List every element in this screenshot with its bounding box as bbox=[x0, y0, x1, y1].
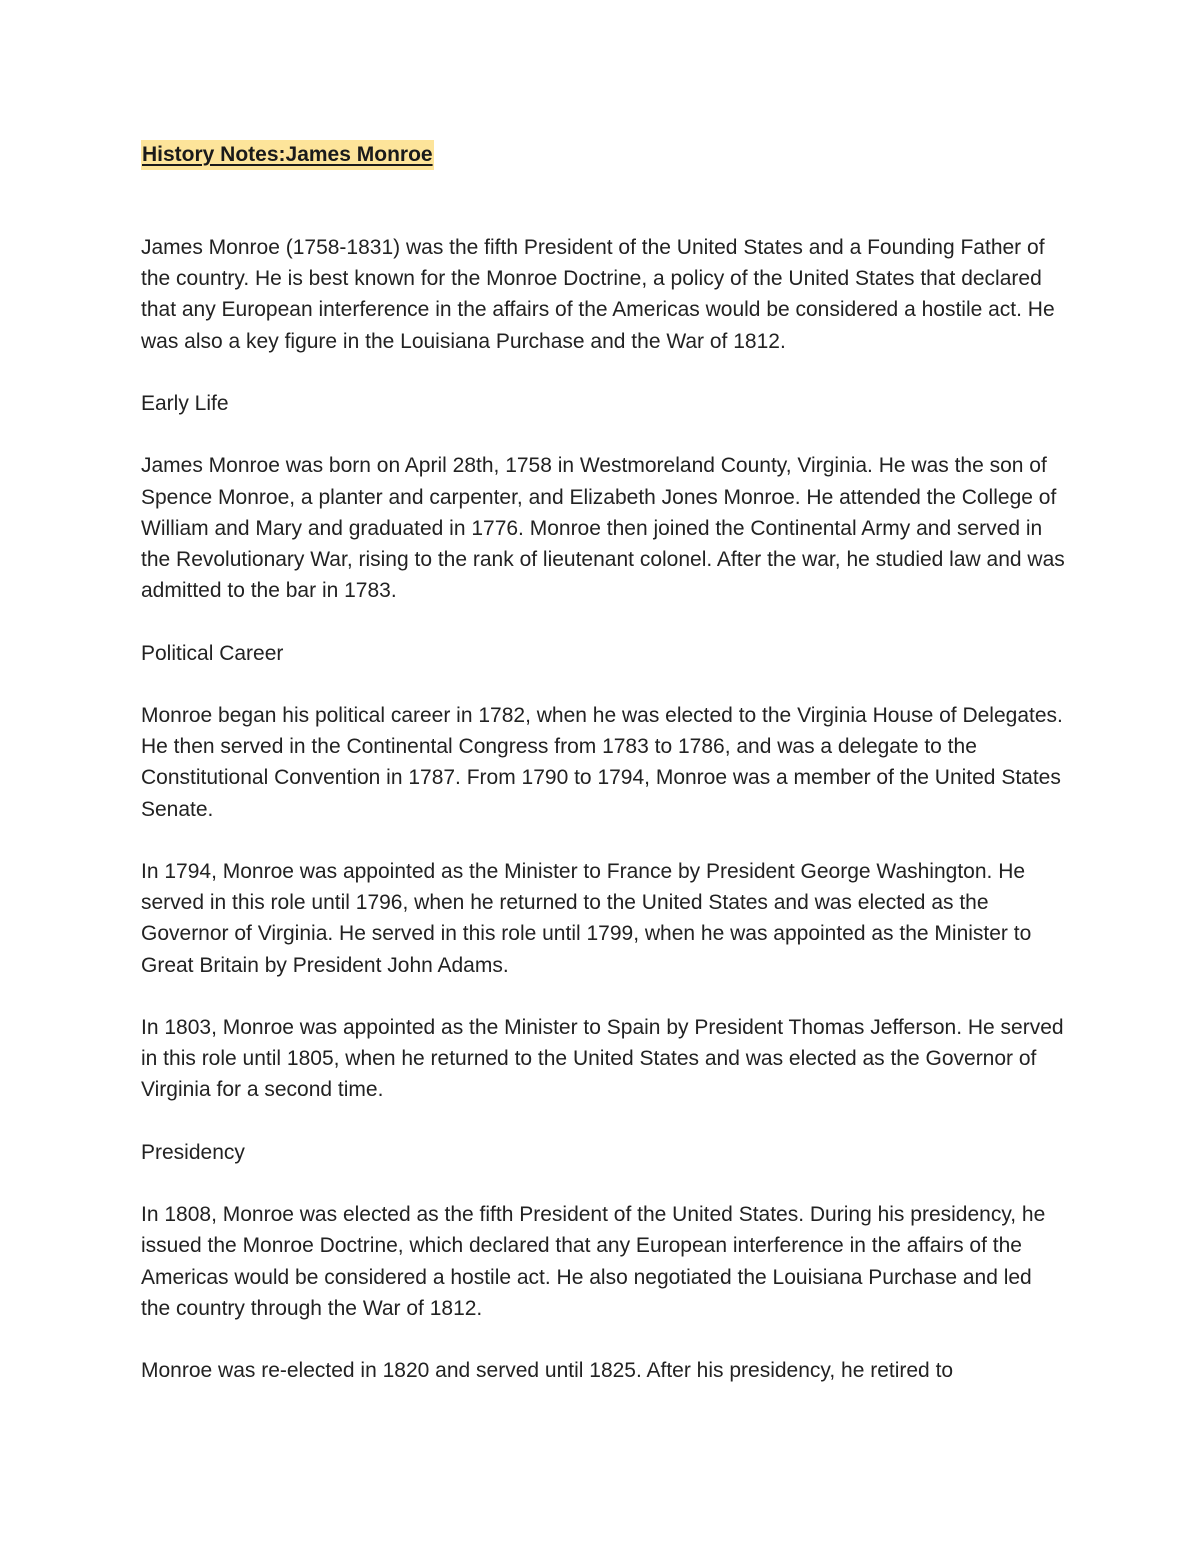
page-title: History Notes:James Monroe bbox=[141, 140, 434, 170]
document-text bbox=[141, 232, 1066, 1386]
early-life-paragraph: James Monroe was born on April 28th, 1758 in Westmoreland County, Virginia. He was the son of Spence Monroe, a planter and carpenter, and Elizabeth Jones Monroe. He attended the College of William and Mary and graduated in 1776. Monroe then joined the Continental Army and served in the Revolutionary War, rising to the rank of lieutenant colonel. After the war, he studied law and was admitted to the bar in 1783. bbox=[141, 454, 1065, 603]
heading-political-career: Political Career bbox=[141, 641, 284, 665]
political-career-paragraph-2: In 1794, Monroe was appointed as the Minister to France by President George Washington. He served in this role until 1796, when he returned to the United States and was elected as the Governor of Virginia. He served in this role until 1799, when he was appointed as the Minister to Great Britain by President John Adams. bbox=[141, 859, 1032, 977]
political-career-paragraph-1: Monroe began his political career in 1782, when he was elected to the Virginia House of Delegates. He then served in the Continental Congress from 1783 to 1786, and was a delegate to the Constitutional Convention in 1787. From 1790 to 1794, Monroe was a member of the United States Senate. bbox=[141, 703, 1063, 821]
intro-paragraph: James Monroe (1758-1831) was the fifth President of the United States and a Founding Father of the country. He is best known for the Monroe Doctrine, a policy of the United States that declared that any European interference in the affairs of the Americas would be considered a hostile act. He was also a key figure in the Louisiana Purchase and the War of 1812. bbox=[141, 236, 1055, 353]
heading-early-life: Early Life bbox=[141, 392, 229, 415]
presidency-paragraph-2: Monroe was re-elected in 1820 and served until 1825. After his presidency, he retired to bbox=[141, 1359, 954, 1383]
heading-presidency: Presidency bbox=[141, 1140, 245, 1164]
political-career-paragraph-3: In 1803, Monroe was appointed as the Minister to Spain by President Thomas Jefferson. He served in this role until 1805, when he returned to the United States and was elected as the Governor of Virginia for a second time. bbox=[141, 1015, 1064, 1102]
presidency-paragraph-1: In 1808, Monroe was elected as the fifth President of the United States. During his presidency, he issued the Monroe Doctrine, which declared that any European interference in the affairs of the Americas would be considered a hostile act. He also negotiated the Louisiana Purchase and led the country through the War of 1812. bbox=[141, 1203, 1046, 1320]
document-body bbox=[141, 140, 1066, 1418]
